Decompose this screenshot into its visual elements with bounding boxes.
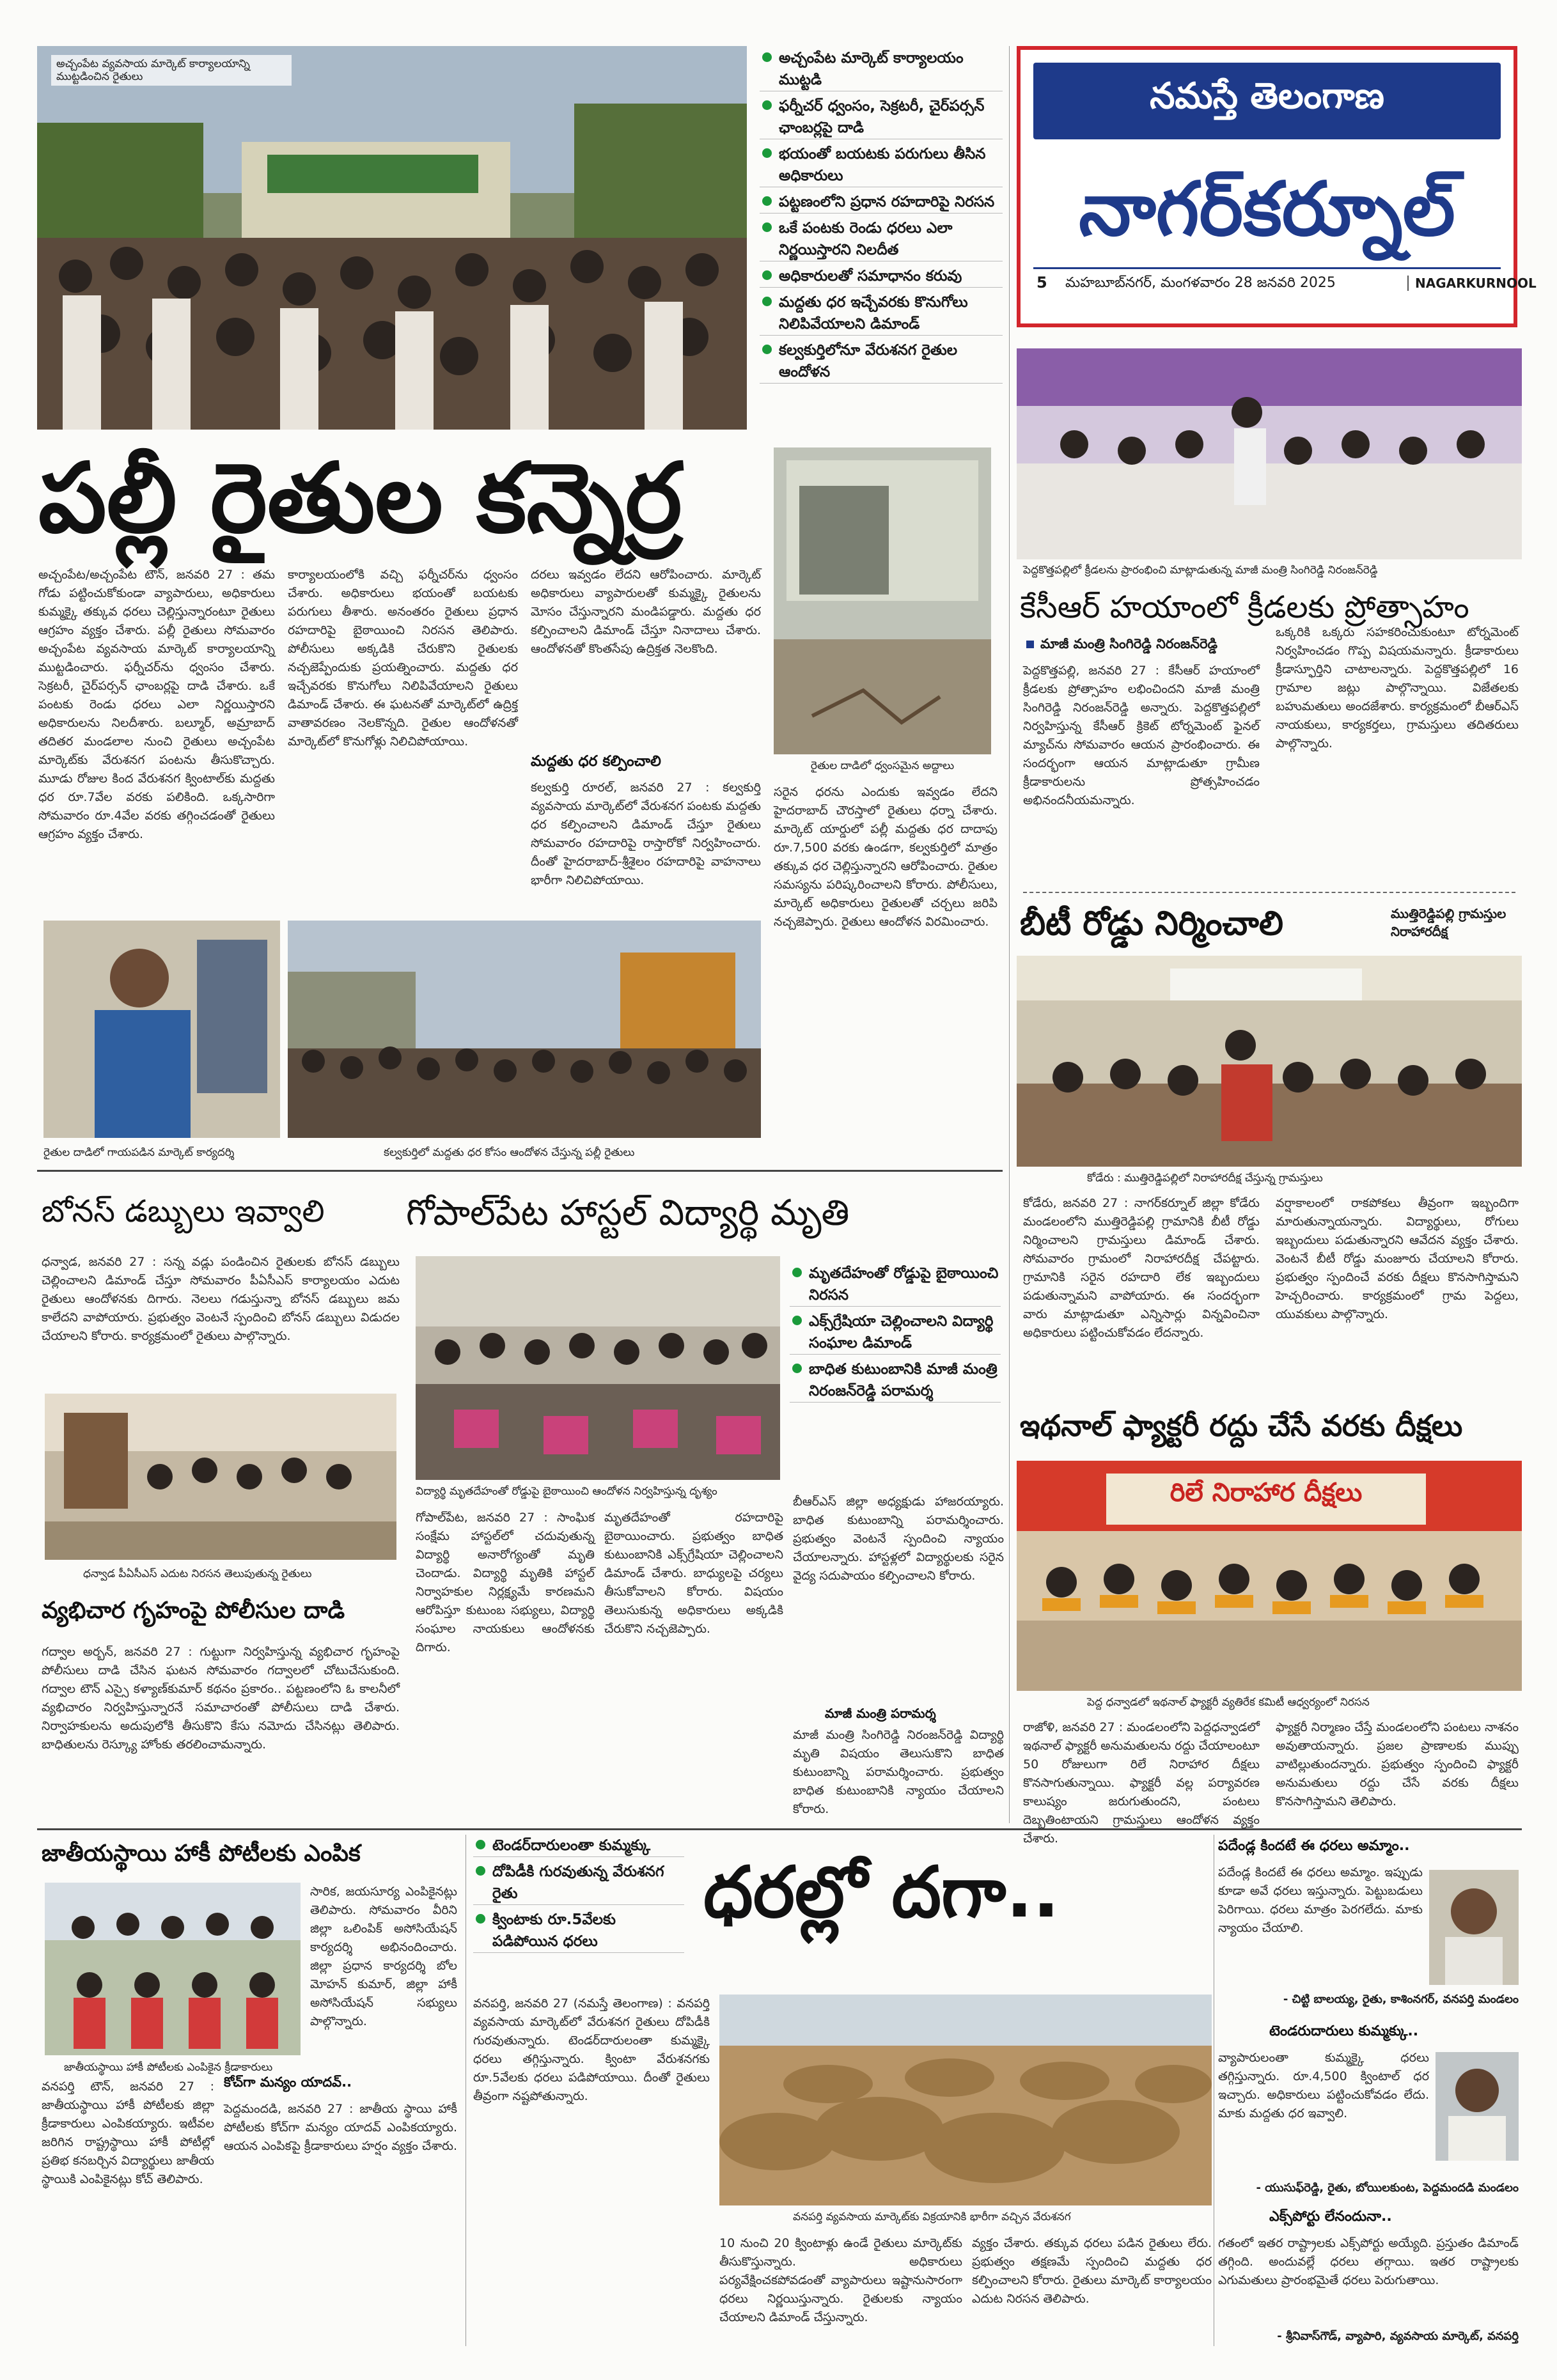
secretary-caption: రైతుల దాడిలో గాయపడిన మార్కెట్ కార్యదర్శి [43,1146,235,1159]
quote-1-title: పదేండ్ల కిందటే ఈ ధరలు అమ్మాం.. [1218,1838,1410,1854]
quote-1-signature: - చిట్టి బాలయ్య, రైతు, కాశింనగర్, వనపర్తి మండలం [1283,1993,1519,2006]
quote-2-signature: - యుసుఫ్‌రెడ్డి, రైతు, బోయిలకుంట, పెద్దమందడి మండలం [1256,2181,1519,2195]
groundnut-caption: వనపర్తి వ్యవసాయ మార్కెట్‌కు విక్రయానికి భారీగా వచ్చిన వేరుశనగ [793,2211,1071,2223]
masthead-district-en: NAGARKURNOOL [1407,276,1537,291]
road-protest-photo [1017,956,1522,1167]
hostel-caption: విద్యార్థి మృతదేహంతో రోడ్డుపై బైఠాయించి ఆందోళన నిర్వహిస్తున్న దృశ్యం [416,1485,717,1498]
lead-body-5: సరైన ధరను ఎందుకు ఇవ్వడం లేదని హైదరాబాద్ చౌరస్తాలో రైతులు ధర్నా చేశారు. మార్కెట్ యార్డులో పల్లీ మద్దతు ధర దాదాపు రూ.7,500 వరకు ఉండగా, కల్వకుర్తిలో మాత్రం తక్కువ ధర చెల్లిస్తున్నారని ఆరోపించారు. రైతుల సమస్యను పరిష్కరించాలని కోరారు. పోలీసులు, మార్కెట్ అధికారులు రైతులతో చర్చలు జరిపి నచ్చజెప్పారు. రైతులు ఆందోళన విరమించారు. [774,785,998,929]
kcr-body-2: ఒక్కరికి ఒక్కరు సహకరించుకుంటూ టోర్నమెంట్ నిర్వహించడం గొప్ప విషయమన్నారు. క్రీడాకారులు క్రీడాస్ఫూర్తిని చాటాలన్నారు. పెద్దకొత్తపల్లిలో 16 గ్రామాల జట్లు పాల్గొన్నాయి. విజేతలకు బహుమతులు అందజేశారు. కార్యక్రమంలో బీఆర్‌ఎస్ నాయకులు, కార్యకర్తలు, గ్రామస్తులు తదితరులు పాల్గొన్నారు. [1276,625,1519,751]
hostel-body-3: బీఆర్‌ఎస్ జిల్లా అధ్యక్షుడు హాజరయ్యారు. బాధిత కుటుంబాన్ని పరామర్శించారు. ప్రభుత్వం వెంటనే స్పందించి న్యాయం చేయాలన్నారు. హాస్టళ్లలో విద్యార్థులకు సరైన వైద్య సదుపాయం కల్పించాలని కోరారు. [793,1495,1004,1583]
ethanol-banner-text: రిలే నిరాహార దీక్షలు [1170,1478,1363,1507]
column-separator [1009,46,1010,1823]
road-caption: కోడేరు : ముత్తిరెడ్డిపల్లిలో నిరాహారదీక్ష చేస్తున్న గ్రామస్తులు [1087,1172,1323,1185]
hostel-protest-photo [416,1256,780,1480]
kcr-headline: కేసీఆర్ హయాంలో క్రీడలకు ప్రోత్సాహం [1020,589,1469,625]
prices-headline: ధరల్లో దగా.. [703,1851,1060,1933]
section-divider [1023,892,1515,893]
road-body-1: కోడేరు, జనవరి 27 : నాగర్‌కర్నూల్ జిల్లా కోడేరు మండలంలోని ముత్తిరెడ్డిపల్లి గ్రామానికి బీటీ రోడ్డు నిర్మించాలని గ్రామస్తులు డిమాండ్ చేశారు. సోమవారం గ్రామంలో నిరాహారదీక్ష చేపట్టారు. గ్రామానికి సరైన రహదారి లేక ఇబ్బందులు పడుతున్నామని వాపోయారు. ఈ సందర్భంగా వారు మాట్లాడుతూ ఎన్నిసార్లు విన్నవించినా అధికారులు పట్టించుకోవడం లేదన్నారు. [1023,1196,1260,1340]
bonus-headline: బోనస్ డబ్బులు ఇవ్వాలి [42,1194,325,1229]
quote-3-body: గతంలో ఇతర రాష్ట్రాలకు ఎక్స్‌పోర్టు అయ్యేది. ప్రస్తుతం డిమాండ్ తగ్గింది. అందువల్లే ధరలు తగ్గాయి. ఇతర రాష్ట్రాలకు ఎగుమతులు ప్రారంభమైతే ధరలు పెరుగుతాయి. [1218,2236,1519,2287]
inset-caption: రైతుల దాడిలో ధ్వంసమైన అద్దాలు [810,759,955,772]
lead-headline: పల్లీ రైతుల కన్నెర్ర [38,443,682,554]
lead-body-4: కల్వకుర్తి రూరల్, జనవరి 27 : కల్వకుర్తి వ్యవసాయ మార్కెట్‌లో వేరుశనగ పంటకు మద్దతు ధర కల్పించాలని డిమాండ్ చేస్తూ రైతులు సోమవారం రహదారిపై రాస్తారోకో నిర్వహించారు. దీంతో హైదరాబాద్-శ్రీశైలం రహదారిపై వాహనాలు భారీగా నిలిచిపోయాయి. [531,781,761,887]
hockey-headline: జాతీయస్థాయి హాకీ పోటీలకు ఎంపిక [42,1840,361,1867]
prices-body-3: 10 నుంచి 20 క్వింటాళ్లు ఉండే రైతులు మార్కెట్‌కు తీసుకొస్తున్నారు. అధికారులు పర్యవేక్షించకపోవడంతో వ్యాపారులు ఇష్టానుసారంగా ధరలు నిర్ణయిస్తున్నారు. రైతులకు న్యాయం చేయాలని డిమాండ్ చేస్తున్నారు. [719,2236,962,2324]
lead-bullets [760,47,1003,387]
hostel-bullet: బాధిత కుటుంబానికి మాజీ మంత్రి నిరంజన్‌రెడ్డి పరామర్శ [790,1358,1001,1403]
page-number: 5 [1037,274,1047,292]
lead-bullet: ఫర్నీచర్ ధ్వంసం, సెక్రటరీ, చైర్‌పర్సన్ ఛాంబర్లపై దాడి [760,95,1003,139]
kalwakurthy-caption: కల్వకుర్తిలో మద్దతు ధర కోసం ఆందోళన చేస్తున్న పల్లీ రైతులు [384,1146,635,1159]
hostel-body-2: మృతదేహంతో రహదారిపై బైఠాయించారు. ప్రభుత్వం బాధిత కుటుంబానికి ఎక్స్‌గ్రేషియా చెల్లించాలని డిమాండ్ చేశారు. బాధ్యులపై చర్యలు తీసుకోవాలని కోరారు. విషయం తెలుసుకున్న అధికారులు అక్కడికి చేరుకొని నచ్చజెప్పారు. [604,1511,783,1636]
lead-bullet: అచ్చంపేట మార్కెట్ కార్యాలయం ముట్టడి [760,47,1003,91]
quote-3-title: ఎక్స్‌పోర్టు లేనందునా.. [1269,2209,1392,2225]
lead-bullet: పట్టణంలోని ప్రధాన రహదారిపై నిరసన [760,191,1003,214]
lead-protest-photo [37,46,747,430]
quote-3-signature: - శ్రీనివాస్‌గౌడ్, వ్యాపారి, వ్యవసాయ మార్కెట్, వనపర్తి [1277,2329,1519,2343]
bonus-photo [45,1394,396,1560]
bonus-caption: ధన్వాడ పీఏసీఎస్ ఎదుట నిరసన తెలుపుతున్న రైతులు [83,1567,312,1580]
quote-2-title: టెండరుదారులు కుమ్మక్కు.. [1269,2023,1419,2039]
kcr-byline: మాజీ మంత్రి సింగిరెడ్డి నిరంజన్‌రెడ్డి [1026,636,1217,655]
hockey-caption: జాతీయస్థాయి హాకీ పోటీలకు ఎంపికైన క్రీడాకారులు [64,2061,273,2074]
hockey-kicker: కోచ్‌గా మన్యం యాదవ్‌.. [224,2074,352,2090]
ethanol-headline: ఇథనాల్ ఫ్యాక్టరీ రద్దు చేసే వరకు దీక్షలు [1020,1408,1463,1443]
kalwakurthy-protest-photo [288,921,761,1138]
lead-body-1: అచ్చంపేట/అచ్చంపేట టౌన్, జనవరి 27 : తమ గోడు పట్టించుకోకుండా వ్యాపారులు, అధికారులు కుమ్మక్కై తక్కువ ధరలు చెల్లిస్తున్నారంటూ రైతులు ఆగ్రహం వ్యక్తం చేశారు. పల్లీ రైతులు సోమవారం అచ్చంపేట వ్యవసాయ మార్కెట్ కార్యాలయాన్ని ముట్టడించారు. ఫర్నీచర్‌ను ధ్వంసం చేశారు. సెక్రటరీ, చైర్‌పర్సన్ ఛాంబర్లపై దాడి చేశారు. ఒకే పంటకు రెండు ధరలు ఎలా నిర్ణయిస్తారని అధికారులను నిలదీశారు. బల్మూర్, అమ్రాబాద్ తదితర మండలాల నుంచి రైతులు అచ్చంపేట మార్కెట్‌కు వేరుశనగ పంటను తీసుకొచ్చారు. మూడు రోజుల కింద వేరుశనగ క్వింటాల్‌కు మద్దతు ధర రూ.7వేల వరకు పలికింది. ఒక్కసారిగా సోమవారం రూ.4వేల వరకు తగ్గించడంతో రైతులు ఆగ్రహం వ్యక్తం చేశారు. [38,568,275,841]
ethanol-body-2: ఫ్యాక్టరీ నిర్మాణం చేస్తే మండలంలోని పంటలు నాశనం అవుతాయన్నారు. ప్రజల ప్రాణాలకు ముప్పు వాటిల్లుతుందన్నారు. ప్రభుత్వం స్పందించి ఫ్యాక్టరీ అనుమతులు రద్దు చేసే వరకు దీక్షలు కొనసాగిస్తామని తెలిపారు. [1276,1720,1519,1808]
lead-subhead: మద్దతు ధర కల్పించాలి [531,753,661,770]
inset-broken-glass-photo [774,447,991,754]
brothel-body: గద్వాల అర్బన్, జనవరి 27 : గుట్టుగా నిర్వహిస్తున్న వ్యభిచార గృహంపై పోలీసులు దాడి చేసిన ఘటన సోమవారం గద్వాలలో చోటుచేసుకుంది. గద్వాల టౌన్ ఎస్సై కళ్యాణ్‌కుమార్ కథనం ప్రకారం.. పట్టణంలోని ఓ కాలనీలో వ్యభిచారం నిర్వహిస్తున్నారనే సమాచారంతో పోలీసులు దాడి చేశారు. నిర్వాహకులను అదుపులోకి తీసుకొని కేసు నమోదు చేసినట్లు తెలిపారు. బాధితులను రెస్క్యూ హోంకు తరలించామన్నారు. [42,1645,400,1752]
hostel-bullet: ఎక్స్‌గ్రేషియా చెల్లించాలని విద్యార్థి సంఘాల డిమాండ్ [790,1311,1001,1355]
bonus-body: ధన్వాడ, జనవరి 27 : సన్న వడ్లు పండించిన రైతులకు బోనస్ డబ్బులు చెల్లించాలని డిమాండ్ చేస్తూ సోమవారం పీఏసీఎస్ కార్యాలయం ఎదుట రైతులు ఆందోళనకు దిగారు. నెలలు గడుస్తున్నా బోనస్ డబ్బులు జమ కాలేదని వాపోయారు. ప్రభుత్వం వెంటనే స్పందించి బోనస్ డబ్బులు విడుదల చేయాలని కోరారు. కార్యక్రమంలో రైతులు పాల్గొన్నారు. [42,1255,400,1343]
hostel-bullet: మృతదేహంతో రోడ్డుపై బైఠాయించి నిరసన [790,1263,1001,1307]
road-body-2: వర్షాకాలంలో రాకపోకలు తీవ్రంగా ఇబ్బందిగా మారుతున్నాయన్నారు. విద్యార్థులు, రోగులు ఇబ్బందులు పడుతున్నారని ఆవేదన వ్యక్తం చేశారు. వెంటనే బీటీ రోడ్డు మంజూరు చేయాలని కోరారు. ప్రభుత్వం స్పందించే వరకు దీక్షలు కొనసాగిస్తామని హెచ్చరించారు. కార్యక్రమంలో గ్రామ పెద్దలు, యువకులు పాల్గొన్నారు. [1276,1196,1519,1321]
prices-bullet: టెండర్‌దారులంతా కుమ్మక్కు [473,1835,684,1857]
kcr-sports-photo [1017,348,1522,559]
hostel-body-4: మాజీ మంత్రి సింగిరెడ్డి నిరంజన్‌రెడ్డి విద్యార్థి మృతి విషయం తెలుసుకొని బాధిత కుటుంబాన్ని పరామర్శించారు. ప్రభుత్వం బాధిత కుటుంబానికి న్యాయం చేయాలని కోరారు. [793,1728,1004,1816]
prices-body-4: వ్యక్తం చేశారు. తక్కువ ధరలు పడిన రైతులు లేరు. ప్రభుత్వం తక్షణమే స్పందించి మద్దతు ధర కల్పించాలని కోరారు. రైతులు మార్కెట్ కార్యాలయం ఎదుట నిరసన తెలిపారు. [972,2236,1212,2306]
lead-body-3: దరలు ఇవ్వడం లేదని ఆరోపించారు. మార్కెట్ అధికారులు వ్యాపారులతో కుమ్మక్కై రైతులను మోసం చేస్తున్నారని మండిపడ్డారు. మద్దతు ధర కల్పించాలని డిమాండ్ చేస్తూ నినాదాలు చేశారు. ఆందోళనతో కొంతసేపు ఉద్రిక్తత నెలకొంది. [531,568,761,656]
hostel-body-1: గోపాల్‌పేట, జనవరి 27 : సాంఘిక సంక్షేమ హాస్టల్‌లో చదువుతున్న విద్యార్థి అనారోగ్యంతో మృతి చెందాడు. విద్యార్థి మృతికి హాస్టల్ నిర్వాహకుల నిర్లక్ష్యమే కారణమని ఆరోపిస్తూ కుటుంబ సభ్యులు, విద్యార్థి సంఘాల నాయకులు ఆందోళనకు దిగారు. [416,1511,595,1654]
ethanol-body-1: రాజోళి, జనవరి 27 : మండలంలోని పెద్దధన్వాడలో ఇథనాల్ ఫ్యాక్టరీ అనుమతులను రద్దు చేయాలంటూ 50 రోజులుగా రిలే నిరాహార దీక్షలు కొనసాగుతున్నాయి. ఫ్యాక్టరీ వల్ల పర్యావరణ కాలుష్యం జరుగుతుందని, పంటలు దెబ్బతింటాయని గ్రామస్తులు ఆందోళన వ్యక్తం చేశారు. [1023,1720,1260,1846]
lead-bullet: అధికారులతో సమాధానం కరువు [760,265,1003,288]
quote-1-body: పదేండ్ల కిందటే ఈ ధరలు అమ్మాం. ఇప్పుడు కూడా అవే ధరలు ఇస్తున్నారు. పెట్టుబడులు పెరిగాయి. ధరలు మాత్రం పెరగలేదు. మాకు న్యాయం చేయాలి. [1218,1865,1423,1935]
lead-bullet: ఒకే పంటకు రెండు ధరలు ఎలా నిర్ణయిస్తారని నిలదీత [760,217,1003,261]
lead-body-2: కార్యాలయంలోకి వచ్చి ఫర్నీచర్‌ను ధ్వంసం చేశారు. అధికారులు భయంతో బయటకు పరుగులు తీశారు. అనంతరం రైతులు ప్రధాన రహదారిపై బైఠాయించి నిరసన తెలిపారు. పోలీసులు అక్కడికి చేరుకొని రైతులకు నచ్చజెప్పేందుకు ప్రయత్నించారు. మద్దతు ధర ఇచ్చేవరకు కొనుగోలు నిలిపివేయాలని రైతులు డిమాండ్ చేశారు. ఈ ఘటనతో మార్కెట్‌లో ఉద్రిక్త వాతావరణం నెలకొన్నది. రైతుల ఆందోళనతో మార్కెట్‌లో కొనుగోళ్లు నిలిచిపోయాయి. [288,568,518,749]
farmer-1-portrait [1429,1870,1519,1985]
column-rule [37,1170,1003,1172]
masthead-district: నాగర్‌కర్నూల్ [1079,166,1455,253]
hockey-players-photo [45,1883,301,2055]
lead-photo-caption: అచ్చంపేట వ్యవసాయ మార్కెట్ కార్యాలయాన్ని ముట్టడించిన రైతులు [51,55,292,86]
quote-2-body: వ్యాపారులంతా కుమ్మక్కై ధరలు తగ్గిస్తున్నారు. రూ.4,500 క్వింటాల్ ధర ఇచ్చారు. అధికారులు పట్టించుకోవడం లేదు. మాకు మద్దతు ధర ఇవ్వాలి. [1218,2051,1429,2120]
prices-body-1: వనపర్తి, జనవరి 27 (నమస్తే తెలంగాణ) : వనపర్తి వ్యవసాయ మార్కెట్‌లో వేరుశనగ రైతులు దోపిడీకి గురవుతున్నారు. టెండర్‌దారులంతా కుమ్మక్కై ధరలు తగ్గిస్తున్నారు. క్వింటా వేరుశనగకు రూ.5వేలకు ధరలు పడిపోయాయి. దీంతో రైతులు తీవ్రంగా నష్టపోతున్నారు. [473,1996,710,2103]
lead-bullet: మద్దతు ధర ఇచ్చేవరకు కొనుగోలు నిలిపివేయాలని డిమాండ్ [760,292,1003,336]
injured-secretary-photo [43,921,280,1138]
hockey-body-2: వనపర్తి టౌన్, జనవరి 27 : జాతీయస్థాయి హాకీ పోటీలకు జిల్లా క్రీడాకారులు ఎంపికయ్యారు. ఇటీవల జరిగిన రాష్ట్రస్థాయి హాకీ పోటీల్లో ప్రతిభ కనబర్చిన విద్యార్థులు జాతీయ స్థాయికి ఎంపికైనట్లు కోచ్ తెలిపారు. [42,2080,214,2186]
section-rule [37,1828,1522,1830]
lead-bullet: కల్వకుర్తిలోనూ వేరుశనగ రైతుల ఆందోళన [760,339,1003,384]
hockey-body-1: సారిక, జయసూర్య ఎంపికైనట్లు తెలిపారు. సోమవారం వీరిని జిల్లా ఒలింపిక్ అసోసియేషన్ కార్యదర్శి అభినందించారు. జిల్లా ప్రధాన కార్యదర్శి బోల మోహన్ కుమార్, జిల్లా హాకీ అసోసియేషన్ సభ్యులు పాల్గొన్నారు. [310,1885,457,2028]
ethanol-caption: పెద్ద ధన్వాడలో ఇథనాల్ ఫ్యాక్టరీ వ్యతిరేక కమిటీ ఆధ్వర్యంలో నిరసన [1087,1696,1370,1709]
masthead-brand: నమస్తే తెలంగాణ [1150,75,1384,117]
masthead [1017,46,1537,327]
lead-bullet: భయంతో బయటకు పరుగులు తీసిన అధికారులు [760,143,1003,187]
farmer-2-portrait [1436,2052,1519,2161]
prices-bullet: దోపిడీకి గురవుతున్న వేరుశనగ రైతు [473,1861,684,1905]
brothel-headline: వ్యభిచార గృహంపై పోలీసుల దాడి [42,1598,345,1624]
kcr-caption: పెద్దకొత్తపల్లిలో క్రీడలను ప్రారంభించి మాట్లాడుతున్న మాజీ మంత్రి సింగిరెడ్డి నిరంజన్‌రెడ్డి [1023,564,1378,577]
hockey-body-3: పెద్దమందడి, జనవరి 27 : జాతీయ స్థాయి హాకీ పోటీలకు కోచ్‌గా మన్యం యాదవ్ ఎంపికయ్యారు. ఆయన ఎంపికపై క్రీడాకారులు హర్షం వ్యక్తం చేశారు. [224,2102,457,2153]
road-kicker: ముత్తిరెడ్డిపల్లి గ్రామస్తుల నిరాహారదీక్ష [1391,906,1506,939]
road-headline: బీటీ రోడ్డు నిర్మించాలి [1020,905,1284,943]
prices-bullet: క్వింటాకు రూ.5వేలకు పడిపోయిన ధరలు [473,1909,684,1953]
hostel-headline: గోపాల్‌పేట హాస్టల్ విద్యార్థి మృతి [406,1192,850,1234]
kcr-body-1: పెద్దకొత్తపల్లి, జనవరి 27 : కేసీఆర్ హయాంలో క్రీడలకు ప్రోత్సాహం లభించిందని మాజీ మంత్రి సింగిరెడ్డి నిరంజన్‌రెడ్డి అన్నారు. పెద్దకొత్తపల్లిలో నిర్వహిస్తున్న కేసీఆర్ క్రికెట్ టోర్నమెంట్ ఫైనల్ మ్యాచ్‌ను సోమవారం ఆయన ప్రారంభించారు. ఈ సందర్భంగా ఆయన మాట్లాడుతూ గ్రామీణ క్రీడాకారులను ప్రోత్సహించడం అభినందనీయమన్నారు. [1023,664,1260,807]
prices-bullets [473,1835,684,1957]
byline-bullet-icon [1026,641,1034,648]
masthead-date: మహబూబ్‌నగర్, మంగళవారం 28 జనవరి 2025 [1065,275,1336,291]
hostel-kicker: మాజీ మంత్రి పరామర్శ [825,1706,936,1721]
hostel-bullets [790,1263,1001,1406]
groundnut-heaps-photo [719,1995,1212,2205]
